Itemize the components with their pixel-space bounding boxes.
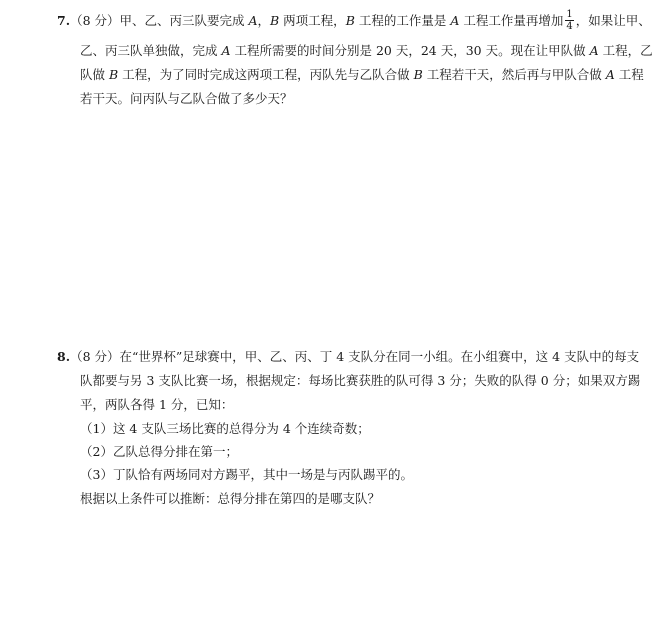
q8-line-2: 队都要与另 3 支队比赛一场，根据规定：每场比赛获胜的队可得 3 分；失败的队得 0 分；如果双方踢 [80, 373, 641, 388]
q8-condition-2: （2）乙队总得分排在第一； [80, 444, 238, 459]
fraction-one-quarter: $\frac{1}{4}$ [566, 9, 573, 32]
q7-line-1: 7.（8 分）甲、乙、丙三队要完成 A，B 两项工程，B 工程的工作量是 A 工程工作量再增加 $\frac{1}{4}$ ，如果让甲、 [57, 9, 651, 32]
q8-condition-1: （1）这 4 支队三场比赛的总得分为 4 个连续奇数； [80, 421, 370, 436]
q7-number: 7. [57, 13, 71, 28]
q8-number: 8. [57, 349, 71, 364]
q7-line-4: 若干天。问丙队与乙队合做了多少天？ [80, 91, 293, 106]
q8-question: 根据以上条件可以推断：总得分排在第四的是哪支队？ [80, 491, 381, 506]
q8-line-3: 平，两队各得 1 分，已知： [80, 397, 234, 412]
q8-line-1: 8.（8 分）在“世界杯”足球赛中，甲、乙、丙、丁 4 支队分在同一小组。在小组赛中，这 4 支队中的每支 [57, 349, 640, 364]
q8-condition-3: （3）丁队恰有两场同对方踢平，其中一场是与丙队踢平的。 [80, 467, 413, 482]
q7-line-2: 乙、丙三队单独做，完成 A 工程所需要的时间分别是 20 天，24 天，30 天。现在让甲队做 A 工程，乙 [80, 43, 653, 58]
q7-line-3: 队做 B 工程，为了同时完成这两项工程，丙队先与乙队合做 B 工程若干天，然后再与甲队合做 A 工程 [80, 67, 644, 82]
